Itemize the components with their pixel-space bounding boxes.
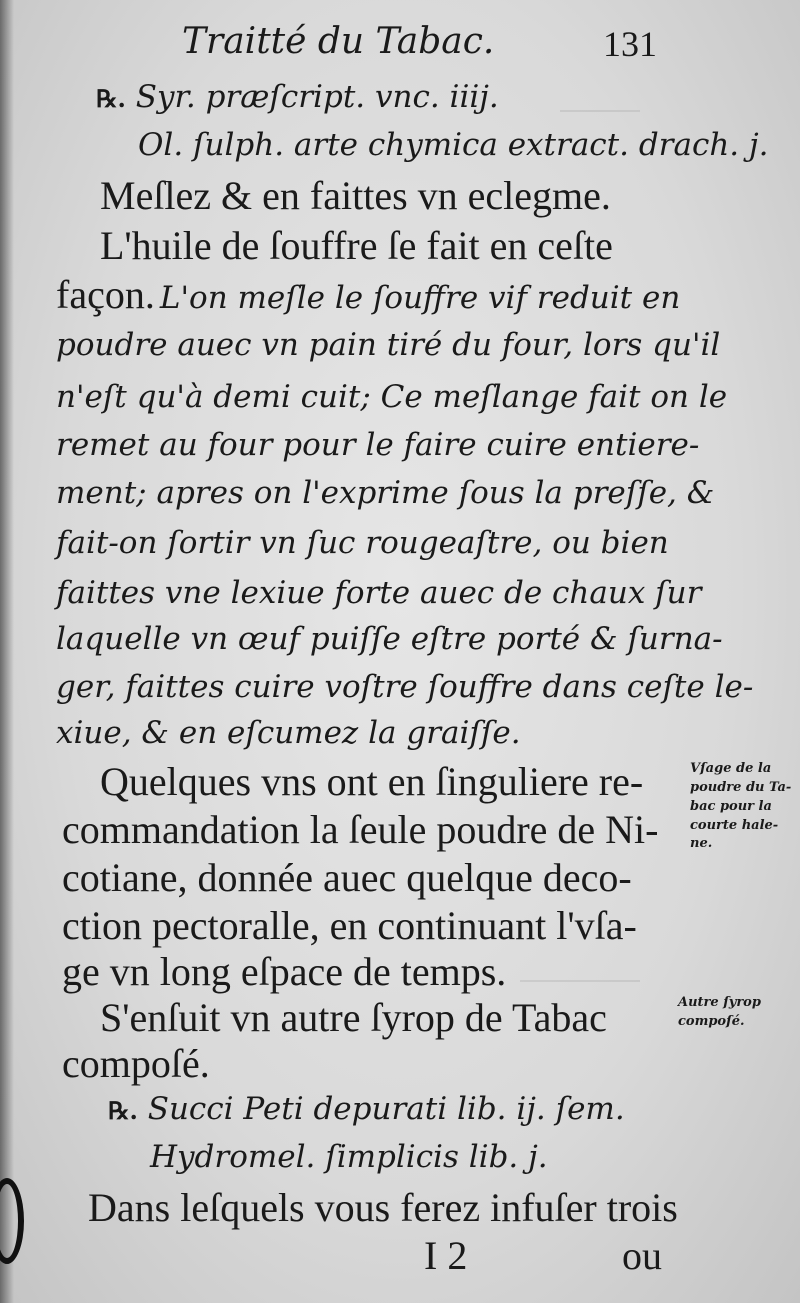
text-line: poudre auec vn pain tiré du four, lors qu'il xyxy=(56,327,721,363)
text-line xyxy=(56,272,681,317)
page-number: 131 xyxy=(603,24,657,64)
margin-note-line: poudre du Ta- xyxy=(690,779,792,795)
running-title: Traitté du Tabac. xyxy=(182,21,495,62)
text-line: ction pectoralle, en continuant l'vſa- xyxy=(62,903,637,948)
text-line: ment; apres on l'exprime ſous la preſſe, & xyxy=(56,475,715,511)
catchword: ou xyxy=(622,1233,662,1278)
text-line: ger, faittes cuire voſtre ſouffre dans ceſte le- xyxy=(56,669,754,705)
margin-note xyxy=(690,760,791,854)
text-line: fait-on ſortir vn ſuc rougeaſtre, ou bien xyxy=(56,525,669,561)
text-line: L'huile de ſouffre ſe fait en ceſte xyxy=(100,223,613,268)
text-line: ge vn long eſpace de temps. xyxy=(62,949,507,994)
text-line: cotiane, donnée auec quelque deco- xyxy=(62,855,632,900)
text-line: compoſé. xyxy=(62,1041,210,1086)
binding-mark xyxy=(0,1178,24,1264)
text-line: laquelle vn œuf puiſſe eſtre porté & ſurna- xyxy=(56,621,723,657)
text-line: S'enſuit vn autre ſyrop de Tabac xyxy=(100,995,607,1040)
text-segment: façon. xyxy=(56,272,155,317)
text-line: Quelques vns ont en ſinguliere re- xyxy=(100,759,644,804)
text-line: faittes vne lexiue forte auec de chaux ſur xyxy=(56,575,702,611)
recipe-line: Hydromel. ſimplicis lib. j. xyxy=(150,1139,548,1175)
margin-note-line: bac pour la xyxy=(690,798,772,814)
text-line: Meſlez & en faittes vn eclegme. xyxy=(100,173,611,218)
margin-note xyxy=(678,994,761,1032)
recipe-line xyxy=(108,1091,625,1127)
recipe-text: Syr. præſcript. vnc. iiij. xyxy=(135,79,499,115)
recipe-symbol: ℞. xyxy=(108,1096,138,1125)
margin-note-line: ne. xyxy=(690,836,713,852)
text-line: Dans leſquels vous ferez infuſer trois xyxy=(88,1185,678,1230)
text-line: commandation la ſeule poudre de Ni- xyxy=(62,807,659,852)
bleed-through-mark xyxy=(520,960,640,982)
margin-note-line: courte hale- xyxy=(690,817,779,833)
recipe-line xyxy=(96,79,499,115)
margin-note-line: Vſage de la xyxy=(690,761,772,776)
text-line: n'eſt qu'à demi cuit; Ce meſlange fait on le xyxy=(56,379,728,415)
recipe-line: Ol. ſulph. arte chymica extract. drach. j. xyxy=(138,127,769,163)
bleed-through-mark xyxy=(560,90,640,112)
text-line: remet au four pour le faire cuire entiere- xyxy=(56,427,700,463)
recipe-text: Succi Peti depurati lib. ij. ſem. xyxy=(147,1091,625,1127)
text-segment-italic: L'on meſle le ſouffre vif reduit en xyxy=(159,280,681,316)
page-gutter-shadow xyxy=(0,0,14,1303)
margin-note-line: Autre ſyrop xyxy=(678,995,761,1010)
recipe-symbol: ℞. xyxy=(96,84,126,113)
text-line: xiue, & en eſcumez la graiſſe. xyxy=(56,715,521,751)
signature-mark: I 2 xyxy=(424,1233,468,1278)
margin-note-line: compoſé. xyxy=(678,1013,745,1029)
